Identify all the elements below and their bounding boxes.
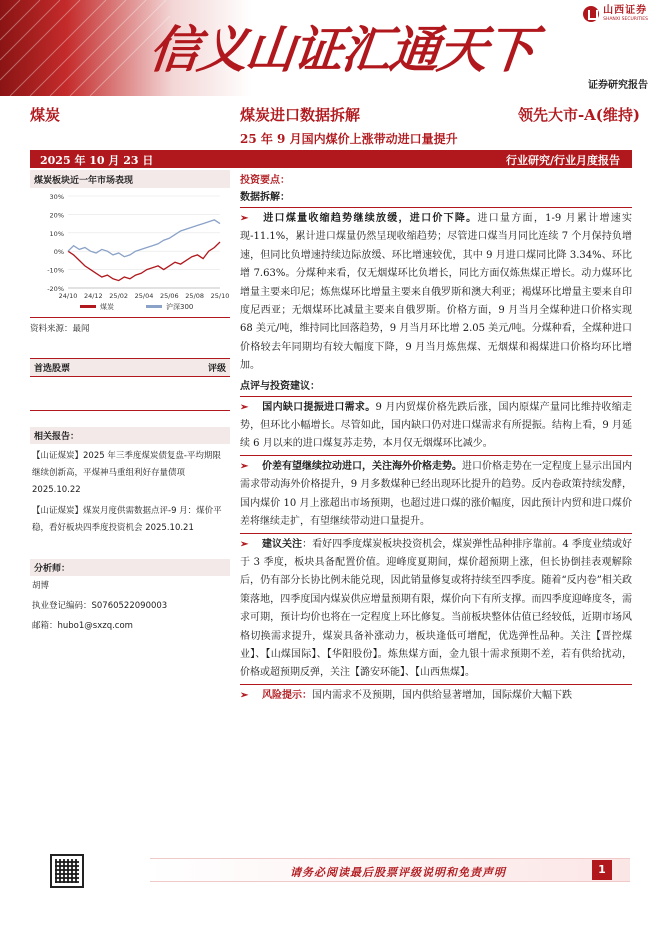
disclaimer-bar — [150, 858, 630, 882]
y-tick-label: 10% — [49, 229, 64, 238]
rating-label: 领先大市-A(维持) — [517, 106, 640, 124]
paragraph-text: 国内需求不及预期，国内供给显著增加，国际煤价大幅下跌 — [312, 689, 572, 701]
y-tick-label: 20% — [49, 211, 64, 220]
section-invest-points: 投资要点： — [240, 175, 290, 186]
paragraph-text: 进口价格走势在一定程度上显示出国内需求带动海外价格提升，9 月多数煤种已经出现环比提升的趋势。反内卷政策持续发酵，国内煤价 10 月上涨超出市场预期，也超过进口煤的涨价幅度，因此预计内贸和进口煤价差将继续走扩，有望继续带动进口量提升。 — [240, 460, 632, 528]
chart-title: 煤炭板块近一年市场表现 — [30, 170, 230, 188]
analyst-title: 分析师： — [30, 559, 230, 576]
paragraph-suggestions — [240, 536, 632, 683]
paragraph-import-volume — [240, 210, 632, 376]
bullet-arrow-icon: ➢ — [240, 401, 249, 413]
stock-col-rating: 评级 — [207, 364, 226, 374]
industry-label: 煤炭 — [30, 106, 61, 124]
divider — [240, 533, 632, 534]
x-tick-label: 24/12 — [83, 292, 103, 300]
divider — [240, 396, 632, 397]
chart-svg — [30, 188, 230, 318]
x-tick-label: 24/10 — [58, 292, 78, 300]
analyst-name: 胡博 — [32, 581, 50, 591]
right-column — [240, 172, 632, 705]
logo-icon — [583, 6, 599, 22]
page-number: 1 — [592, 860, 612, 880]
paragraph-risk — [240, 687, 632, 705]
bullet-arrow-icon: ➢ — [240, 689, 249, 701]
header-banner — [0, 0, 662, 96]
qr-code-icon[interactable] — [50, 854, 84, 888]
report-type: 证券研究报告 — [588, 80, 648, 91]
chart-source: 资料来源：最闻 — [30, 324, 90, 334]
y-tick-label: 0% — [53, 248, 64, 257]
bullet-arrow-icon: ➢ — [240, 538, 249, 550]
paragraph-text: 9 月内贸煤价格先跌后涨，国内原煤产量同比维持收缩走势，但环比小幅增长。尽管如此，国内缺口仍对进口煤需求有所提振。结构上看，9 月延续 6 月以来的进口煤复苏走势，本月仅无烟煤环比减少。 — [240, 401, 632, 450]
disclaimer-text[interactable]: 请务必阅读最后股票评级说明和免责声明 — [290, 866, 506, 879]
paragraph-text: 进口量方面，1-9 月累计增速实现-11.1%，累计进口煤量仍然呈现收缩趋势；尽管进口煤当月同比连续 7 个月保持负增速，但同比负增速持续边际放缓、环比增速较优，其中 9 月进口煤同比降 3.34%、环比增 7.63%。分煤种来看，仅无烟煤环比负增长，同比方面仅炼焦煤正增长。动力煤环比增量主要来印尼；炼焦煤环比增量主要来自俄罗斯和澳大利亚；褐煤环比增量主要来自印度尼西亚；无烟煤环比减量主要来自俄罗斯。价格方面，9 月当月全煤种进口价格实现 68 美元/吨，维持同比回落趋势，9 月当月环比增 2.05 美元/吨。分煤种看，全煤种进口价格较去年同期均有较大幅度下降，9 月当月炼焦煤、无烟煤和褐煤进口价格均环比增加。 — [240, 213, 632, 372]
divider — [240, 207, 632, 208]
footer — [0, 846, 662, 936]
paragraph-lead: 国内缺口提振进口需求。 — [262, 401, 376, 413]
section-comments: 点评与投资建议： — [240, 380, 320, 392]
related-report[interactable]: 【山证煤炭】煤炭月度供需数据点评-9 月：煤价平稳，看好板块四季度投资机会 2025.10.21 — [32, 506, 222, 533]
report-category: 行业研究/行业月度报告 — [505, 154, 620, 167]
paragraph-text: ：看好四季度煤炭板块投资机会，煤炭弹性品种排序靠前。4 季度业绩或好于 3 季度，板块具备配置价值。迎峰度夏期间，煤价超预期上涨，但长协倒挂表观解除后，仍有部分长协比例未能兑现，因此销量修复或将持续至四季度。随着“反内卷”相关政策落地，四季度国内煤炭供应增量预期有限，煤价向下有所支撑。而四季度迎峰度冬，需求可期，预计均价也将在一定程度上环比修复。当前板块整体估值已经较低，近期市场风格切换需求提升，煤炭具备补涨动力，板块逢低可增配，优选弹性品种。关注【晋控煤业】、【山煤国际】、【华阳股份】。炼焦煤方面，金九银十需求预期不差，若有供给扰动，价格或超预期反弹，关注【潞安环能】、【山西焦煤】。 — [240, 538, 632, 679]
bullet-arrow-icon: ➢ — [240, 213, 249, 224]
performance-chart — [30, 188, 230, 318]
y-tick-label: -20% — [47, 285, 64, 293]
paragraph-domestic-gap — [240, 399, 632, 454]
x-tick-label: 25/04 — [134, 292, 154, 300]
paragraph-lead: 价差有望继续拉动进口，关注海外价格走势。 — [262, 460, 462, 472]
paragraph-lead: 进口煤量收缩趋势继续放缓，进口价下降。 — [262, 213, 478, 224]
analyst-email[interactable]: 邮箱：hubo1@sxzq.com — [32, 621, 133, 631]
x-tick-label: 25/02 — [109, 292, 129, 300]
related-report[interactable]: 【山证煤炭】2025 年三季度煤炭债复盘-平均期限继续创新高，平煤神马重组利好存量债项 2025.10.22 — [32, 451, 221, 495]
x-tick-label: 25/06 — [159, 292, 179, 300]
y-tick-label: 30% — [49, 193, 64, 201]
logo-name: 山西证券 — [603, 5, 648, 16]
banner-pattern — [0, 0, 170, 96]
section-data-breakdown: 数据拆解： — [240, 192, 290, 203]
stock-col-name: 首选股票 — [34, 364, 71, 374]
analyst-license: 执业登记编码：S0760522090003 — [32, 601, 168, 611]
x-tick-label: 25/08 — [185, 292, 205, 300]
legend-swatch — [80, 305, 96, 308]
x-tick-label: 25/10 — [210, 292, 230, 300]
divider — [240, 455, 632, 456]
company-logo — [583, 6, 648, 23]
legend-label: 沪深300 — [166, 303, 194, 311]
page-subtitle: 25 年 9 月国内煤价上涨带动进口量提升 — [240, 132, 458, 146]
page-title: 煤炭进口数据拆解 — [240, 106, 361, 124]
legend-label: 煤炭 — [100, 303, 114, 311]
left-column — [30, 170, 230, 636]
logo-english: SHANXI SECURITIES — [603, 17, 648, 22]
divider — [240, 684, 632, 685]
risk-lead: 风险提示： — [262, 689, 312, 701]
slogan: 信义山证汇通天下 — [146, 20, 537, 79]
y-tick-label: -10% — [47, 266, 64, 275]
paragraph-lead: 建议关注 — [262, 538, 303, 550]
stock-table-header — [30, 358, 230, 377]
date-bar — [30, 150, 632, 168]
stock-table-body — [30, 377, 230, 411]
legend-swatch — [146, 305, 162, 308]
bullet-arrow-icon: ➢ — [240, 460, 249, 472]
report-date: 2025 年 10 月 23 日 — [40, 154, 154, 167]
title-row — [0, 102, 662, 126]
related-reports-title: 相关报告： — [30, 427, 230, 444]
paragraph-price-spread — [240, 458, 632, 532]
